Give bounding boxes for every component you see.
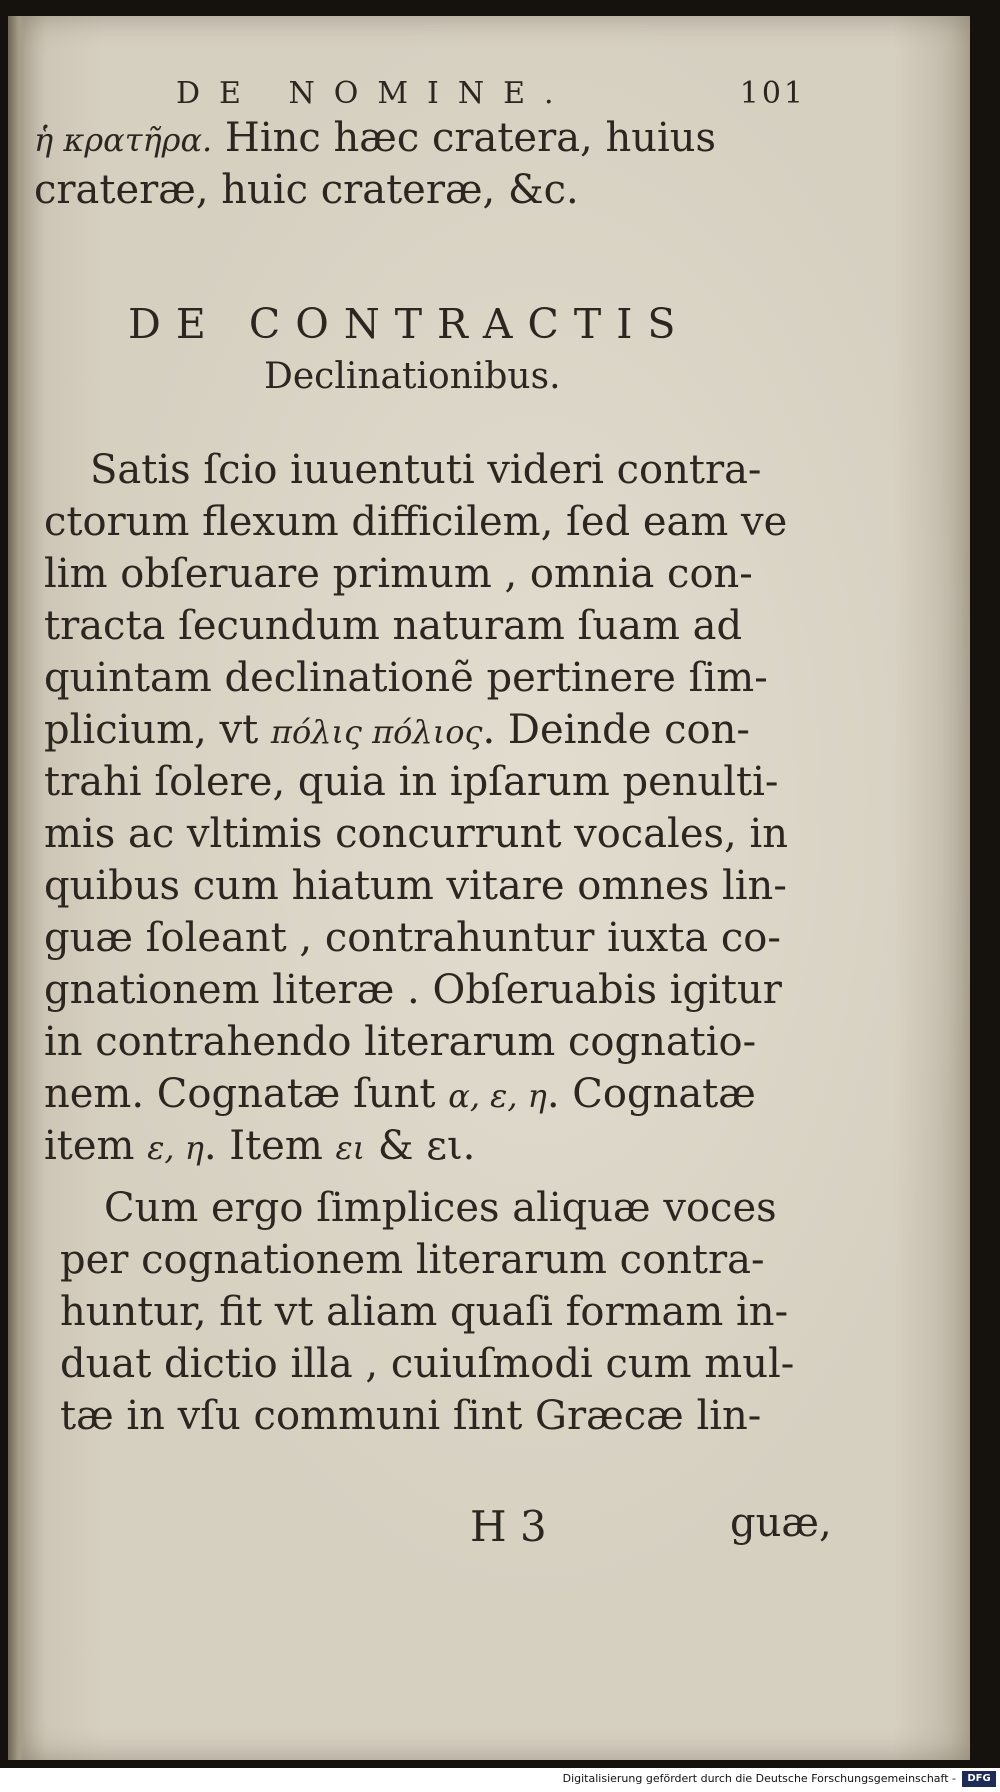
paragraph-line: quintam declinationẽ pertinere ſim-: [44, 655, 768, 701]
funding-credit: Digitalisierung gefördert durch die Deutsche Forschungsgemeinschaft -: [562, 1772, 956, 1785]
catchword: guæ,: [730, 1500, 832, 1546]
line-text: & ει.: [365, 1123, 476, 1169]
paragraph-line: per cognationem literarum contra-: [60, 1237, 765, 1283]
greek-letters: α, ε, η: [448, 1077, 547, 1115]
paragraph-line: ctorum flexum difficilem, ſed eam ve: [44, 499, 788, 545]
page-number: 101: [739, 76, 806, 111]
line-text: . Item: [203, 1123, 336, 1169]
paragraph-line: tæ in vſu communi ſint Græcæ lin-: [60, 1393, 762, 1439]
line-text: nem. Cognatæ ſunt: [44, 1071, 449, 1117]
paragraph-line: in contrahendo literarum cognatio-: [44, 1019, 757, 1065]
latin-text: Hinc hæc cratera, huius: [212, 115, 717, 161]
paragraph-line: guæ ſoleant , contrahuntur iuxta co-: [44, 915, 781, 961]
text-line: [34, 112, 716, 166]
paragraph-line: gnationem literæ . Obſeruabis igitur: [44, 967, 782, 1013]
dfg-logo: DFG: [962, 1771, 996, 1787]
paragraph-line: [44, 704, 750, 758]
line-text: item: [44, 1123, 148, 1169]
section-subheading: Declinationibus.: [264, 356, 561, 397]
section-heading: DE CONTRACTIS: [128, 300, 691, 348]
line-text: . Deinde con-: [482, 707, 750, 753]
greek-letters: ει: [335, 1129, 366, 1167]
greek-word: πόλις πόλιος: [270, 713, 483, 751]
page-gutter-edge: [8, 16, 26, 1760]
paragraph-line: mis ac vltimis concurrunt vocales, in: [44, 811, 789, 857]
paragraph-line: [44, 1120, 475, 1174]
paragraph-line: [44, 1068, 756, 1122]
paragraph-line: huntur, fit vt aliam quaſi formam in-: [60, 1289, 789, 1335]
paragraph-line: quibus cum hiatum vitare omnes lin-: [44, 863, 787, 909]
paragraph-line: Satis ſcio iuuentuti videri contra-: [90, 447, 762, 493]
book-page: [8, 16, 970, 1760]
paragraph-line: tracta ſecundum naturam ſuam ad: [44, 603, 743, 649]
signature-mark: H 3: [470, 1502, 547, 1551]
running-head: [176, 76, 806, 116]
greek-word: ἡ κρατῆρα.: [34, 121, 213, 159]
paragraph-line: trahi ſolere, quia in ipſarum penulti-: [44, 759, 779, 805]
greek-letters: ε, η: [147, 1129, 204, 1167]
digitization-footer: [0, 1768, 1000, 1792]
line-text: plicium, vt: [44, 707, 271, 753]
line-text: . Cognatæ: [546, 1071, 756, 1117]
paragraph-line: Cum ergo ſimplices aliquæ voces: [104, 1185, 777, 1231]
paragraph-line: lim obſeruare primum , omnia con-: [44, 551, 753, 597]
paragraph-line: duat dictio illa , cuiuſmodi cum mul-: [60, 1341, 795, 1387]
text-line: crateræ, huic crateræ, &c.: [34, 167, 579, 213]
running-head-title: DE NOMINE.: [176, 76, 573, 111]
